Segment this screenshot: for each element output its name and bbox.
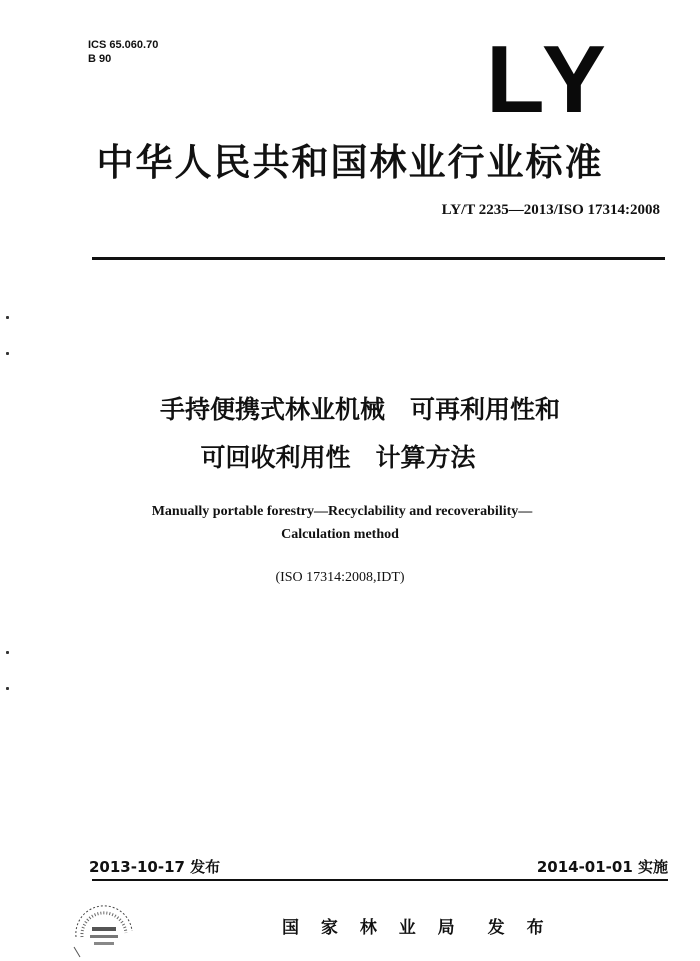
issue-date: 2013-10-17 发布 (89, 858, 221, 876)
publisher: 国 家 林 业 局 发 布 (282, 918, 552, 938)
bottom-divider (92, 879, 668, 881)
standard-title: 中华人民共和国林业行业标准 (96, 141, 604, 184)
standard-number: LY/T 2235—2013/ISO 17314:2008 (441, 202, 660, 218)
ics-code: ICS 65.060.70 (88, 39, 159, 51)
margin-mark (6, 352, 9, 355)
ccs-code: B 90 (88, 53, 112, 65)
margin-mark (6, 651, 9, 654)
document-title-en-line1: Manually portable forestry—Recyclability and recoverability— (151, 504, 533, 519)
document-title-zh-line2: 可回收利用性 计算方法 (200, 443, 476, 472)
seal-stamp-icon (72, 897, 136, 961)
adoption-note: (ISO 17314:2008,IDT) (275, 570, 405, 585)
margin-mark (6, 687, 9, 690)
document-title-en-line2: Calculation method (281, 527, 399, 542)
industry-code-mark: LY (486, 26, 612, 133)
implementation-date: 2014-01-01 实施 (536, 858, 668, 876)
document-title-zh-line1: 手持便携式林业机械 可再利用性和 (159, 395, 560, 424)
ics-classification (88, 38, 158, 66)
top-divider (92, 257, 665, 260)
margin-mark (6, 316, 9, 319)
